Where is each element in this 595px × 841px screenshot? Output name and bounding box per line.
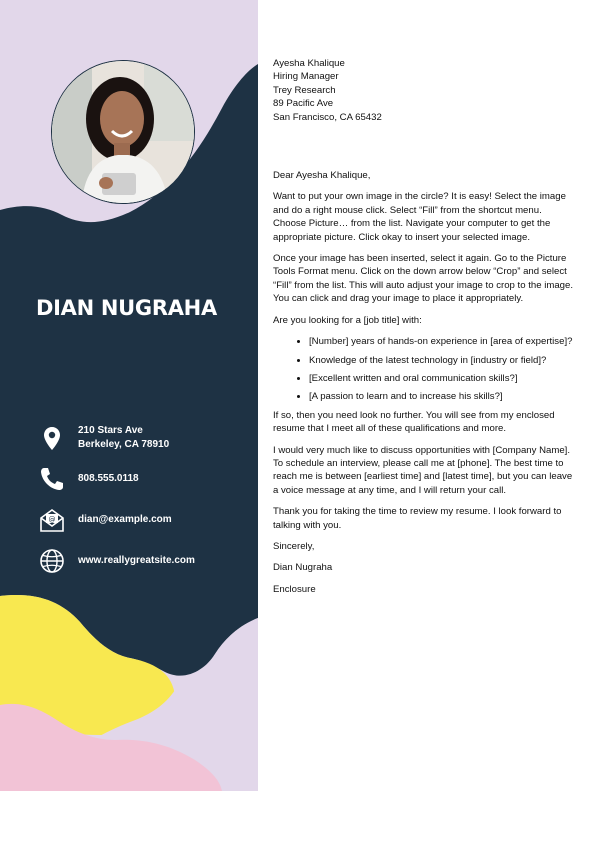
recipient-address	[273, 57, 573, 124]
list-item: • [A passion to learn and to increase his skills?]	[309, 390, 573, 403]
qualifications-list	[273, 335, 573, 404]
recipient-city: San Francisco, CA 65432	[273, 111, 382, 123]
recipient-company: Trey Research	[273, 84, 336, 96]
recipient-title: Hiring Manager	[273, 71, 339, 83]
phone-number[interactable]: 808.555.0118	[78, 473, 139, 484]
candidate-name: DIAN NUGRAHA	[36, 296, 217, 320]
recipient-name: Ayesha Khalique	[273, 58, 345, 69]
contact-website	[38, 547, 248, 577]
location-pin-icon	[38, 424, 66, 452]
closing: Sincerely,	[273, 540, 315, 552]
address-line-1: 210 Stars Ave	[78, 425, 143, 436]
list-item: • [Excellent written and oral communication skills?]	[309, 372, 573, 385]
cover-letter-body	[273, 57, 573, 604]
contact-phone	[38, 465, 248, 495]
signature: Dian Nugraha	[273, 562, 333, 574]
paragraph-2: Once your image has been inserted, select it again. Go to the Picture Tools Format menu. Click on the down arrow below “Crop” and select “Fill” from the list. This will auto adjust your image to crop to the image. You can click and drag your image to place it appropriately.	[273, 253, 574, 305]
portrait-image	[52, 61, 194, 203]
phone-icon	[38, 465, 66, 493]
list-item: • Knowledge of the latest technology in [industry or field]?	[309, 354, 573, 367]
globe-icon	[38, 547, 66, 575]
website-url[interactable]: www.reallygreatsite.com	[78, 555, 195, 566]
email-address[interactable]: dian@example.com	[78, 514, 172, 525]
enclosure: Enclosure	[273, 583, 316, 595]
paragraph-4: If so, then you need look no further. You will see from my enclosed resume that I meet all of these qualifications and more.	[273, 409, 555, 435]
recipient-street: 89 Pacific Ave	[273, 98, 334, 110]
paragraph-3: Are you looking for a [job title] with:	[273, 314, 422, 326]
contact-address	[38, 424, 248, 454]
address-line-2: Berkeley, CA 78910	[78, 439, 170, 450]
salutation: Dear Ayesha Khalique,	[273, 170, 371, 182]
sidebar	[0, 0, 258, 791]
list-item: • [Number] years of hands-on experience in [area of expertise]?	[309, 335, 573, 348]
svg-text:@: @	[48, 515, 56, 524]
paragraph-6: Thank you for taking the time to review my resume. I look forward to talking with you.	[273, 506, 562, 531]
profile-photo[interactable]	[51, 60, 195, 204]
email-icon	[38, 506, 66, 534]
contact-email	[38, 506, 248, 536]
paragraph-1: Want to put your own image in the circle? It is easy! Select the image and do a right mouse click. Select “Fill” from the shortcut menu. Choose Picture… from the list. Navigate your computer to get the appropriate picture. Click okay to insert your selected image.	[273, 191, 566, 243]
paragraph-5: I would very much like to discuss opportunities with [Company Name]. To schedule an interview, please call me at [phone]. The best time to reach me is between [earliest time] and [latest time], but you can leave a voice message at any time, and I will return your call.	[273, 444, 573, 496]
